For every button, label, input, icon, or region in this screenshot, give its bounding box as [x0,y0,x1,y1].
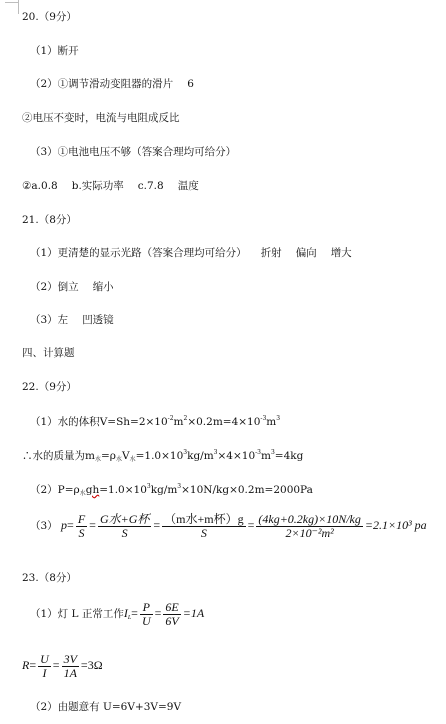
q23-answer-2: （2）由题意有 U=6V+3V=9V [30,701,182,713]
q21-2-text: （2）倒立 [30,281,79,293]
q22-1-unit1: m [173,416,184,428]
frac-m-over-s [162,513,245,540]
q22-1-exp1: -2 [167,415,174,422]
q23-resistance [22,650,103,681]
q22-1-exp2: -3 [260,415,267,422]
frac-f-over-s [76,513,87,540]
q22-1-unit2: m [266,416,277,428]
q20-answer-2-text: （2）①调节滑动变阻器的滑片 [30,78,174,90]
q22-header: 22.（9分） [22,381,77,393]
q22-2-r1: =1.0×10 [99,484,147,496]
frac-u-over-i [38,653,51,680]
frac-3v-over-1a [62,653,79,680]
frac-values [256,513,363,540]
frac-g-den: S [121,525,128,540]
q22-3-prefix: （3） [30,520,58,532]
frac-3v-num: 3V [63,651,77,666]
frac-p-over-u [140,601,153,628]
q20-answer-3b [22,179,199,193]
q22-mass-rho: =ρ [100,450,116,462]
q22-1-expr: V=Sh=2×10 [99,416,168,428]
q20-answer-1: （1）断开 [30,45,79,57]
q22-1-sq: 2 [183,415,188,422]
q22-2-e1: 3 [146,483,151,490]
q21-1-text: （1）更清楚的显示光路（答案合理均可给分） [30,247,247,259]
frac-g-over-s [98,513,151,540]
q22-mass-r5: =4kg [274,450,304,462]
q23-1-formula: $I_L=$ $\frac{P}{U}$ = $\frac{6E}{6V}$ =1A [123,599,205,628]
q21-2-a: 缩小 [92,281,114,293]
frac-g-num: G水+G杯 [99,511,150,526]
q20-3b-a: ②a.0.8 [22,180,58,192]
q22-2-r3: ×10N/kg×0.2m=2000Pa [181,484,313,496]
q20-header: 20.（9分） [22,11,77,23]
q22-mass-v-sub: 水 [129,456,136,463]
frac-u-den: U [141,613,151,628]
q22-2-e2: 3 [177,483,182,490]
q20-3b-d: 温度 [177,180,199,192]
q21-header: 21.（8分） [22,214,77,226]
q21-3-a: 凹透镜 [82,314,114,326]
q23-answer-1 [30,598,204,633]
q23-1-i-sub: L [127,615,132,621]
frac-m-den: S [200,525,207,540]
q22-2-gh: gh [85,484,100,496]
q20-answer-2b: ②电压不变时，电流与电阻成反比 [22,112,180,124]
page-corner-marker-vertical [18,0,19,14]
frac-6e-num: 6E [165,599,179,614]
q22-mass-prefix: ∴水的质量为 [22,450,85,462]
q22-mass-r3: ×4×10 [217,450,256,462]
q20-answer-2-value: 6 [187,78,194,90]
q22-answer-1 [30,412,280,429]
q22-mass-line [22,446,303,467]
q23-1-result: =1A [182,606,205,620]
frac-6v-den: 6V [165,613,179,628]
q23-1-prefix: （1）灯 L 正常工作 [30,608,124,620]
q20-3b-b: b.实际功率 [71,180,124,192]
q22-mass-rho-sub: 水 [115,456,122,463]
q22-mass-r1: =1.0×10 [135,450,184,462]
q22-mass-v: V [121,450,130,462]
q22-mass-r2: kg/m [187,450,214,462]
q20-3b-c: c.7.8 [137,180,164,192]
frac-m-num: （m水+m杯）g [164,511,244,526]
q22-2-sub: 水 [79,490,86,497]
page-corner-marker [5,2,19,3]
q22-answer-2 [30,480,313,501]
section-4-title: 四、计算题 [22,347,75,359]
q23-r-formula: R= $\frac{U}{I}$ = $\frac{3V}{1A}$ =3Ω [22,651,103,680]
q23-header: 23.（8分） [22,572,77,584]
q22-3-p: p [61,518,68,532]
q22-mass-e4: 3 [213,449,218,456]
q22-answer-3 [30,510,427,541]
frac-u-num: U [40,651,49,666]
q22-3-formula: p= $\frac{F}{S}$ = $\frac{\text{G水+G杯}}{S}$ = $\frac{\text{（m水+m杯）g}}{S}$ = $\frac{(4kg+0.2kg)\times 10N/kg}{\text{2×10⁻²m²}}$ =2.1×10³ pa [61,511,427,540]
q23-r: R [22,658,30,672]
q23-r-result: =3Ω [80,658,103,672]
q21-answer-1 [30,246,352,260]
q22-mass-e6: 3 [270,449,275,456]
q23-1-i: I [123,606,128,620]
q21-1-c: 增大 [330,247,352,259]
q22-1-mid: ×0.2m=4×10 [187,416,261,428]
q22-3-result: =2.1×10³ pa [364,518,427,532]
q21-1-b: 偏向 [295,247,317,259]
q21-answer-2 [30,280,114,294]
q20-answer-3: （3）①电池电压不够（答案合理均可给分） [30,146,237,158]
q22-1-cube: 3 [276,415,281,422]
q21-answer-3 [30,313,114,327]
q21-1-a: 折射 [260,247,282,259]
q22-mass-m-sub: 水 [94,456,101,463]
frac-values-num: (4kg+0.2kg)×10N/kg [258,511,361,526]
q22-mass-m: m [85,450,95,462]
frac-f-num: F [77,511,86,526]
frac-i-den: I [42,665,47,680]
frac-6e-over-6v [163,601,180,628]
q22-mass-e5: -3 [255,449,261,456]
q22-mass-e3: 3 [183,449,188,456]
q21-3-text: （3）左 [30,314,69,326]
q22-mass-r4: m [260,450,271,462]
frac-p-num: P [140,601,153,615]
frac-f-den: S [78,525,85,540]
q22-2-r2: kg/m [150,484,178,496]
q22-1-prefix: （1）水的体积 [30,416,100,428]
frac-values-den: 2×10⁻²m² [285,525,334,540]
frac-1a-den: 1A [63,665,77,680]
q20-answer-2 [30,77,194,91]
q22-2-prefix: （2）P=ρ [30,484,80,496]
